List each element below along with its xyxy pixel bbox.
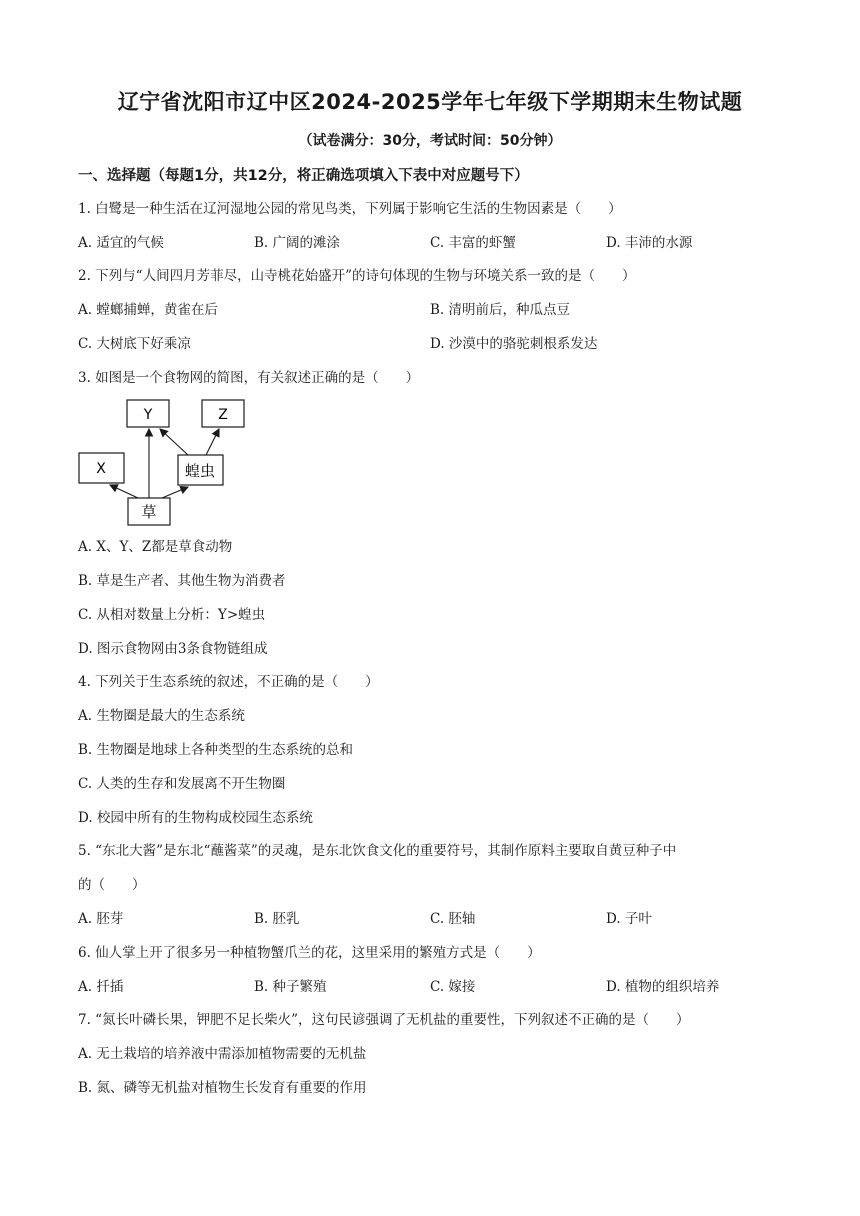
option-b: B. 生物圈是地球上各种类型的生态系统的总和 xyxy=(78,742,354,758)
question-stem: 1. 白鹭是一种生活在辽河湿地公园的常见鸟类，下列属于影响它生活的生物因素是（ ） xyxy=(78,201,622,217)
question-stem: 6. 仙人掌上开了很多另一种植物蟹爪兰的花，这里采用的繁殖方式是（ ） xyxy=(78,945,541,961)
option-a: A. 无土栽培的培养液中需添加植物需要的无机盐 xyxy=(78,1046,367,1062)
arrow-locust-to-z xyxy=(206,429,219,455)
question-stem: 5. “东北大酱”是东北“蘸酱菜”的灵魂，是东北饮食文化的重要符号，其制作原料主要取自黄豆种子中 xyxy=(78,843,677,859)
node-label-grass: 草 xyxy=(141,503,157,521)
option-a: A. X、Y、Z都是草食动物 xyxy=(78,539,233,555)
option-c: C. 从相对数量上分析：Y>蝗虫 xyxy=(78,607,266,623)
arrow-grass-to-locust xyxy=(162,487,188,498)
option-d: D. 图示食物网由3条食物链组成 xyxy=(78,641,268,657)
option-a: A. 螳螂捕蝉，黄雀在后 xyxy=(78,302,218,318)
exam-info: （试卷满分：30分，考试时间：50分钟） xyxy=(298,133,562,149)
node-label-x: X xyxy=(96,461,106,477)
option-b: B. 胚乳 xyxy=(254,911,300,927)
arrow-locust-to-y xyxy=(160,429,188,455)
option-d: D. 校园中所有的生物构成校园生态系统 xyxy=(78,810,313,826)
question-stem-continued: 的（ ） xyxy=(78,877,146,893)
option-c: C. 人类的生存和发展离不开生物圈 xyxy=(78,776,286,792)
option-c: C. 大树底下好乘凉 xyxy=(78,336,191,352)
option-c: C. 胚轴 xyxy=(430,911,476,927)
option-d: D. 丰沛的水源 xyxy=(606,235,693,251)
option-a: A. 扦插 xyxy=(78,979,124,995)
question-stem: 2. 下列与“人间四月芳菲尽，山寺桃花始盛开”的诗句体现的生物与环境关系一致的是（ ） xyxy=(78,268,636,284)
question-stem: 4. 下列关于生态系统的叙述，不正确的是（ ） xyxy=(78,674,379,690)
option-d: D. 子叶 xyxy=(606,911,652,927)
option-b: B. 草是生产者、其他生物为消费者 xyxy=(78,573,286,589)
option-a: A. 胚芽 xyxy=(78,911,124,927)
food-web-diagram xyxy=(78,396,258,530)
option-c: C. 嫁接 xyxy=(430,979,476,995)
node-label-y: Y xyxy=(143,407,153,423)
node-label-locust: 蝗虫 xyxy=(184,462,216,480)
option-c: C. 丰富的虾蟹 xyxy=(430,235,516,251)
option-a: A. 生物圈是最大的生态系统 xyxy=(78,708,245,724)
option-d: D. 沙漠中的骆驼刺根系发达 xyxy=(430,336,598,352)
option-b: B. 广阔的滩涂 xyxy=(254,235,341,251)
option-b: B. 种子繁殖 xyxy=(254,979,327,995)
arrow-grass-to-x xyxy=(110,485,138,498)
page-title: 辽宁省沈阳市辽中区2024-2025学年七年级下学期期末生物试题 xyxy=(117,90,743,114)
section-heading: 一、选择题（每题1分，共12分，将正确选项填入下表中对应题号下） xyxy=(78,168,529,184)
option-a: A. 适宜的气候 xyxy=(78,235,164,251)
node-label-z: Z xyxy=(218,407,228,423)
question-stem: 3. 如图是一个食物网的简图，有关叙述正确的是（ ） xyxy=(78,370,420,386)
option-b: B. 清明前后，种瓜点豆 xyxy=(430,302,571,318)
option-b: B. 氮、磷等无机盐对植物生长发育有重要的作用 xyxy=(78,1080,367,1096)
question-stem: 7. “氮长叶磷长果，钾肥不足长柴火”，这句民谚强调了无机盐的重要性，下列叙述不正确的是（ ） xyxy=(78,1012,690,1028)
option-d: D. 植物的组织培养 xyxy=(606,979,720,995)
